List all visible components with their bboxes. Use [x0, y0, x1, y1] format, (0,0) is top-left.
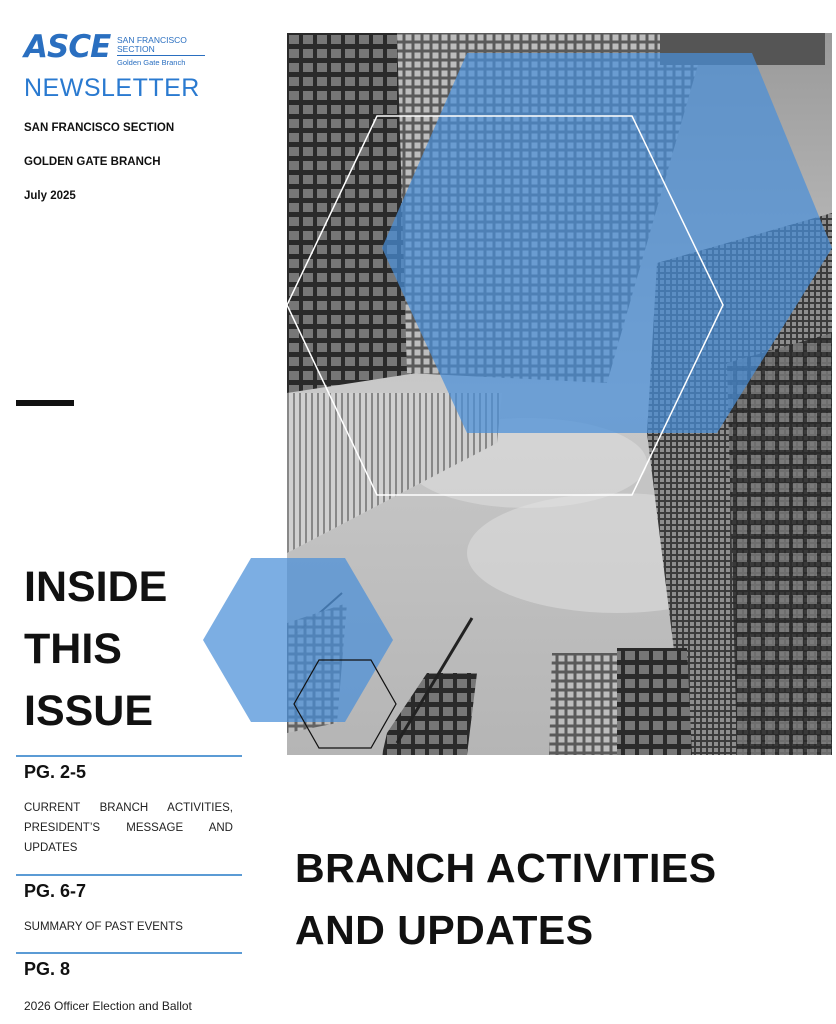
asce-logo [24, 30, 194, 74]
branch-name: GOLDEN GATE BRANCH [24, 156, 161, 168]
logo-wordmark: ASCE [24, 29, 111, 65]
logo-rule [117, 55, 205, 56]
newsletter-title: NEWSLETTER [24, 74, 200, 102]
logo-sub-line2: SECTION [117, 44, 155, 54]
logo-sub-line1: SAN FRANCISCO [117, 35, 187, 45]
headline-line1: BRANCH ACTIVITIES [295, 845, 717, 891]
logo-section-text [117, 36, 187, 54]
contents-page-ref: PG. 8 [24, 959, 71, 979]
contents-divider [16, 952, 242, 954]
inside-heading-line3: ISSUE [24, 687, 154, 735]
issue-date: July 2025 [24, 190, 76, 202]
contents-page-ref: PG. 6-7 [24, 881, 87, 901]
contents-description: 2026 Officer Election and Ballot [24, 999, 192, 1013]
contents-divider [16, 874, 242, 876]
section-name: SAN FRANCISCO SECTION [24, 122, 175, 134]
contents-description: CURRENT BRANCH ACTIVITIES, PRESIDENT’S MESSAGE AND UPDATES [24, 802, 233, 854]
inside-heading-line2: THIS [24, 625, 122, 673]
inside-heading-line1: INSIDE [24, 563, 168, 611]
contents-divider [16, 755, 242, 757]
accent-bar [16, 400, 74, 406]
contents-description: SUMMARY OF PAST EVENTS [24, 921, 183, 933]
logo-branch-text: Golden Gate Branch [117, 58, 186, 67]
outline-hexagon [293, 659, 397, 749]
contents-page-ref: PG. 2-5 [24, 762, 87, 782]
headline-line2: AND UPDATES [295, 907, 594, 953]
